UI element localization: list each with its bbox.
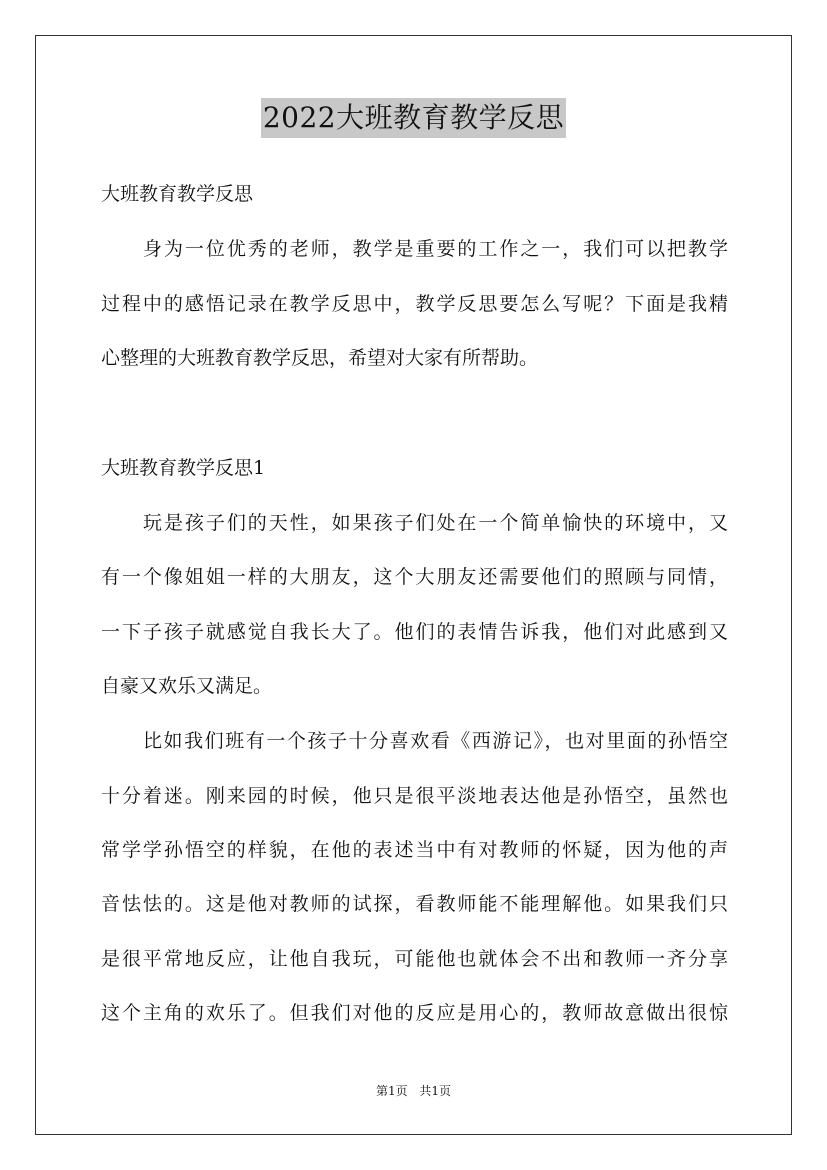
para2-line-3: 常学学孙悟空的样貌，在他的表述当中有对教师的怀疑，因为他的声 xyxy=(101,839,728,861)
subtitle: 大班教育教学反思 xyxy=(101,183,254,205)
para2-line-6: 这个主角的欢乐了。但我们对他的反应是用心的，教师故意做出很惊 xyxy=(101,1002,728,1024)
section-heading: 大班教育教学反思1 xyxy=(101,457,266,479)
para1-line-1: 玩是孩子们的天性，如果孩子们处在一个简单愉快的环境中，又 xyxy=(143,512,728,534)
para1-line-3: 一下子孩子就感觉自我长大了。他们的表情告诉我，他们对此感到又 xyxy=(101,621,728,643)
title-container xyxy=(0,98,827,138)
para2-line-1: 比如我们班有一个孩子十分喜欢看《西游记》，也对里面的孙悟空 xyxy=(143,730,728,752)
para2-line-2: 十分着迷。刚来园的时候，他只是很平淡地表达他是孙悟空，虽然也 xyxy=(101,785,728,807)
para2-line-4: 音怯怯的。这是他对教师的试探，看教师能不能理解他。如果我们只 xyxy=(101,893,728,915)
intro-line-3: 心整理的大班教育教学反思，希望对大家有所帮助。 xyxy=(101,347,539,369)
page-total: 共1页 xyxy=(419,1084,452,1098)
para2-line-5: 是很平常地反应，让他自我玩，可能他也就体会不出和教师一齐分享 xyxy=(101,948,728,970)
page-footer xyxy=(0,1082,827,1100)
document-title: 2022大班教育教学反思 xyxy=(261,98,566,138)
page-number: 第1页 xyxy=(375,1084,408,1098)
para1-line-2: 有一个像姐姐一样的大朋友，这个大朋友还需要他们的照顾与同情， xyxy=(101,566,728,588)
intro-line-2: 过程中的感悟记录在教学反思中，教学反思要怎么写呢？下面是我精 xyxy=(101,293,728,315)
para1-line-4: 自豪又欢乐又满足。 xyxy=(101,675,273,697)
intro-line-1: 身为一位优秀的老师，教学是重要的工作之一，我们可以把教学 xyxy=(143,238,728,260)
